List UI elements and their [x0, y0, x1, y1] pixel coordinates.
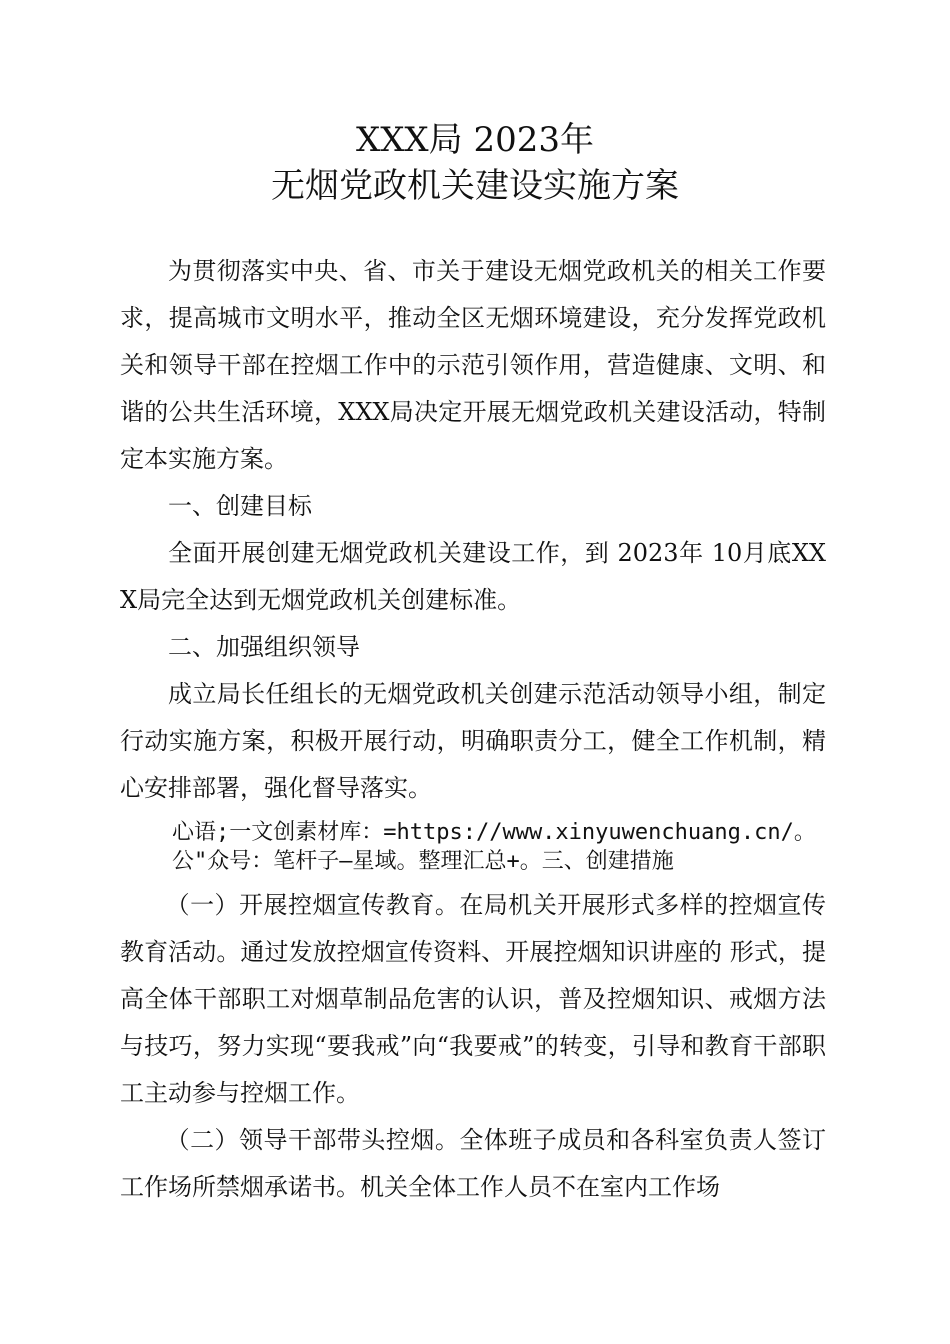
measure-paragraph-1: （一）开展控烟宣传教育。在局机关开展形式多样的控烟宣传教育活动。通过发放控烟宣传资料、开展控烟知识讲座的 形式，提高全体干部职工对烟草制品危害的认识，普及控烟知识、戒烟方法与技巧，努力实现“要我戒”向“我要戒”的转变，引导和教育干部职工主动参与控烟工作。 [120, 891, 826, 1107]
section-heading-goals: 一、创建目标 [168, 492, 312, 520]
watermark-note: 心语;一文创素材库：=https://www.xinyuwenchuang.cn/。公"众号：笔杆子—星域。整理汇总+。三、创建措施 [172, 820, 816, 874]
document-title-line1: XXX局 2023年 [356, 120, 594, 160]
goals-paragraph: 全面开展创建无烟党政机关建设工作，到 2023年 10月底XXX局完全达到无烟党政机关创建标准。 [120, 539, 826, 614]
section-heading-leadership: 二、加强组织领导 [168, 633, 360, 661]
document-body [120, 248, 826, 1211]
intro-paragraph: 为贯彻落实中央、省、市关于建设无烟党政机关的相关工作要求，提高城市文明水平，推动全区无烟环境建设，充分发挥党政机关和领导干部在控烟工作中的示范引领作用，营造健康、文明、和谐的公共生活环境，XXX局决定开展无烟党政机关建设活动，特制定本实施方案。 [120, 257, 826, 473]
document-title-line2: 无烟党政机关建设实施方案 [271, 166, 679, 206]
leadership-paragraph: 成立局长任组长的无烟党政机关创建示范活动领导小组，制定行动实施方案，积极开展行动，明确职责分工，健全工作机制，精心安排部署，强化督导落实。 [120, 680, 826, 802]
measure-paragraph-2: （二）领导干部带头控烟。全体班子成员和各科室负责人签订工作场所禁烟承诺书。机关全体工作人员不在室内工作场 [120, 1126, 826, 1201]
